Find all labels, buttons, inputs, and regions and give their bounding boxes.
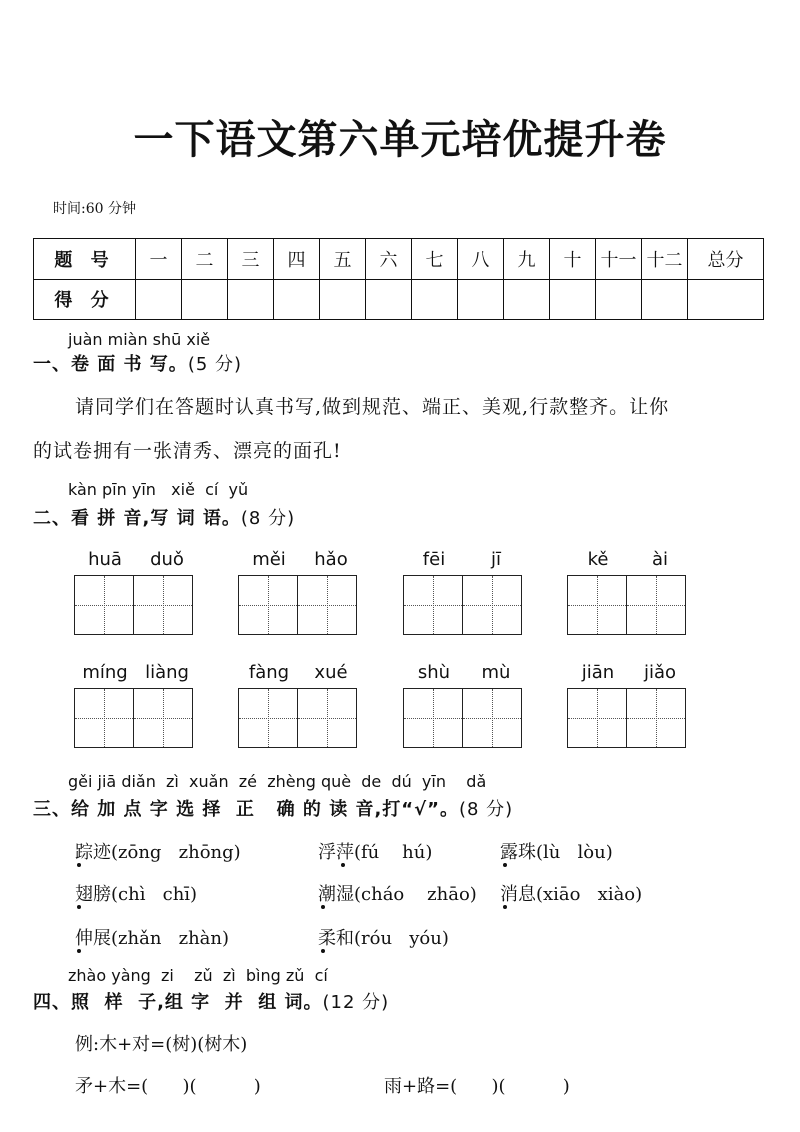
- section4-heading: [33, 988, 389, 1014]
- score-value-row: [34, 279, 764, 320]
- section1-line1: 请同学们在答题时认真书写,做到规范、端正、美观,行款整齐。让你: [75, 396, 670, 418]
- score-col-10: 十: [550, 239, 596, 280]
- score-cell[interactable]: [320, 279, 366, 320]
- score-table: [33, 238, 764, 320]
- word-box-8: [567, 662, 691, 748]
- writing-cell[interactable]: [297, 575, 357, 635]
- pinyin-syllable: jī: [490, 549, 501, 570]
- writing-cell[interactable]: [238, 575, 298, 635]
- section1-points: (5 分): [187, 354, 243, 375]
- score-cell[interactable]: [596, 279, 642, 320]
- section1-pinyin: juàn miàn shū xiě: [68, 330, 211, 349]
- pinyin-syllable: jiān: [581, 662, 615, 683]
- section3-pinyin: gěi jiā diǎn zì xuǎn zé zhèng què de dú yīn dǎ: [68, 772, 487, 791]
- word-box-3: [403, 549, 527, 635]
- emphasis-dot: [341, 863, 345, 867]
- example-line: 例:木+对=(树)(树木): [75, 1034, 248, 1055]
- emphasis-dot: [503, 863, 507, 867]
- pinyin-syllable: xué: [314, 662, 348, 683]
- writing-cell[interactable]: [626, 575, 686, 635]
- word-box-5: [74, 662, 198, 748]
- section2-title: 二、看 拼 音,写 词 语。: [33, 508, 241, 529]
- section4-pinyin: zhào yàng zi zǔ zì bìng zǔ cí: [68, 966, 328, 985]
- writing-cell[interactable]: [403, 688, 463, 748]
- writing-cell[interactable]: [462, 688, 522, 748]
- reading-option[interactable]: 柔和(róu yóu): [318, 928, 449, 949]
- writing-cell[interactable]: [74, 688, 134, 748]
- section2-pinyin: kàn pīn yīn xiě cí yǔ: [68, 480, 249, 499]
- score-cell[interactable]: [228, 279, 274, 320]
- pinyin-syllable: hǎo: [314, 549, 348, 570]
- score-cell[interactable]: [550, 279, 596, 320]
- section3-title: 三、给 加 点 字 选 择 正 确 的 读 音,打“√”。: [33, 799, 459, 820]
- score-col-total: 总分: [688, 239, 764, 280]
- score-cell[interactable]: [182, 279, 228, 320]
- page-title: 一下语文第六单元培优提升卷: [133, 117, 667, 163]
- score-header-row: [34, 239, 764, 280]
- writing-cell[interactable]: [462, 575, 522, 635]
- writing-cell[interactable]: [133, 688, 193, 748]
- writing-cell[interactable]: [297, 688, 357, 748]
- score-header-label: 题 号: [34, 239, 136, 280]
- reading-option[interactable]: 潮湿(cháo zhāo): [318, 884, 477, 905]
- score-col-3: 三: [228, 239, 274, 280]
- score-cell[interactable]: [458, 279, 504, 320]
- reading-option[interactable]: 浮萍(fú hú): [318, 842, 433, 863]
- score-cell[interactable]: [366, 279, 412, 320]
- score-row-label: 得 分: [34, 279, 136, 320]
- score-col-1: 一: [136, 239, 182, 280]
- word-box-1: [74, 549, 198, 635]
- score-cell[interactable]: [504, 279, 550, 320]
- section1-line2: 的试卷拥有一张清秀、漂亮的面孔!: [33, 440, 342, 462]
- score-col-5: 五: [320, 239, 366, 280]
- score-col-2: 二: [182, 239, 228, 280]
- emphasis-dot: [77, 905, 81, 909]
- emphasis-dot: [77, 863, 81, 867]
- emphasis-dot: [321, 905, 325, 909]
- pinyin-syllable: huā: [88, 549, 122, 570]
- section4-title: 四、照 样 子,组 字 并 组 词。: [33, 992, 323, 1013]
- pinyin-syllable: míng: [82, 662, 128, 683]
- score-col-11: 十一: [596, 239, 642, 280]
- pinyin-syllable: fēi: [422, 549, 446, 570]
- score-col-12: 十二: [642, 239, 688, 280]
- score-col-6: 六: [366, 239, 412, 280]
- pinyin-syllable: jiǎo: [643, 662, 677, 683]
- writing-cell[interactable]: [74, 575, 134, 635]
- pinyin-syllable: duǒ: [150, 549, 184, 570]
- score-col-9: 九: [504, 239, 550, 280]
- writing-cell[interactable]: [626, 688, 686, 748]
- score-col-8: 八: [458, 239, 504, 280]
- section3-heading: [33, 795, 513, 821]
- score-cell[interactable]: [412, 279, 458, 320]
- compose-item-2[interactable]: 雨+路=( )( ): [384, 1076, 570, 1097]
- reading-option[interactable]: 踪迹(zōng zhōng): [75, 842, 241, 863]
- reading-option[interactable]: 翅膀(chì chī): [75, 884, 198, 905]
- word-box-6: [238, 662, 362, 748]
- score-cell[interactable]: [274, 279, 320, 320]
- writing-cell[interactable]: [567, 688, 627, 748]
- section1-title: 一、卷 面 书 写。: [33, 354, 188, 375]
- pinyin-syllable: ài: [651, 549, 669, 570]
- emphasis-dot: [503, 905, 507, 909]
- writing-cell[interactable]: [403, 575, 463, 635]
- word-box-2: [238, 549, 362, 635]
- pinyin-syllable: kě: [587, 549, 609, 570]
- reading-option[interactable]: 露珠(lù lòu): [500, 842, 613, 863]
- score-col-4: 四: [274, 239, 320, 280]
- section2-heading: [33, 504, 295, 530]
- emphasis-dot: [321, 949, 325, 953]
- pinyin-syllable: shù: [417, 662, 451, 683]
- writing-cell[interactable]: [238, 688, 298, 748]
- section4-points: (12 分): [322, 992, 390, 1013]
- section2-points: (8 分): [240, 508, 296, 529]
- pinyin-syllable: mù: [481, 662, 511, 683]
- emphasis-dot: [77, 949, 81, 953]
- writing-cell[interactable]: [133, 575, 193, 635]
- writing-cell[interactable]: [567, 575, 627, 635]
- score-col-7: 七: [412, 239, 458, 280]
- score-cell[interactable]: [688, 279, 764, 320]
- time-limit: 时间:60 分钟: [53, 201, 136, 217]
- score-cell[interactable]: [136, 279, 182, 320]
- pinyin-syllable: měi: [252, 549, 286, 570]
- reading-option[interactable]: 伸展(zhǎn zhàn): [75, 928, 230, 949]
- score-cell[interactable]: [642, 279, 688, 320]
- section1-heading: [33, 350, 242, 376]
- pinyin-syllable: liàng: [145, 662, 189, 683]
- word-box-7: [403, 662, 527, 748]
- compose-item-1[interactable]: 矛+木=( )( ): [75, 1076, 261, 1097]
- word-box-4: [567, 549, 691, 635]
- reading-option[interactable]: 消息(xiāo xiào): [500, 884, 643, 905]
- pinyin-syllable: fàng: [248, 662, 290, 683]
- section3-points: (8 分): [458, 799, 514, 820]
